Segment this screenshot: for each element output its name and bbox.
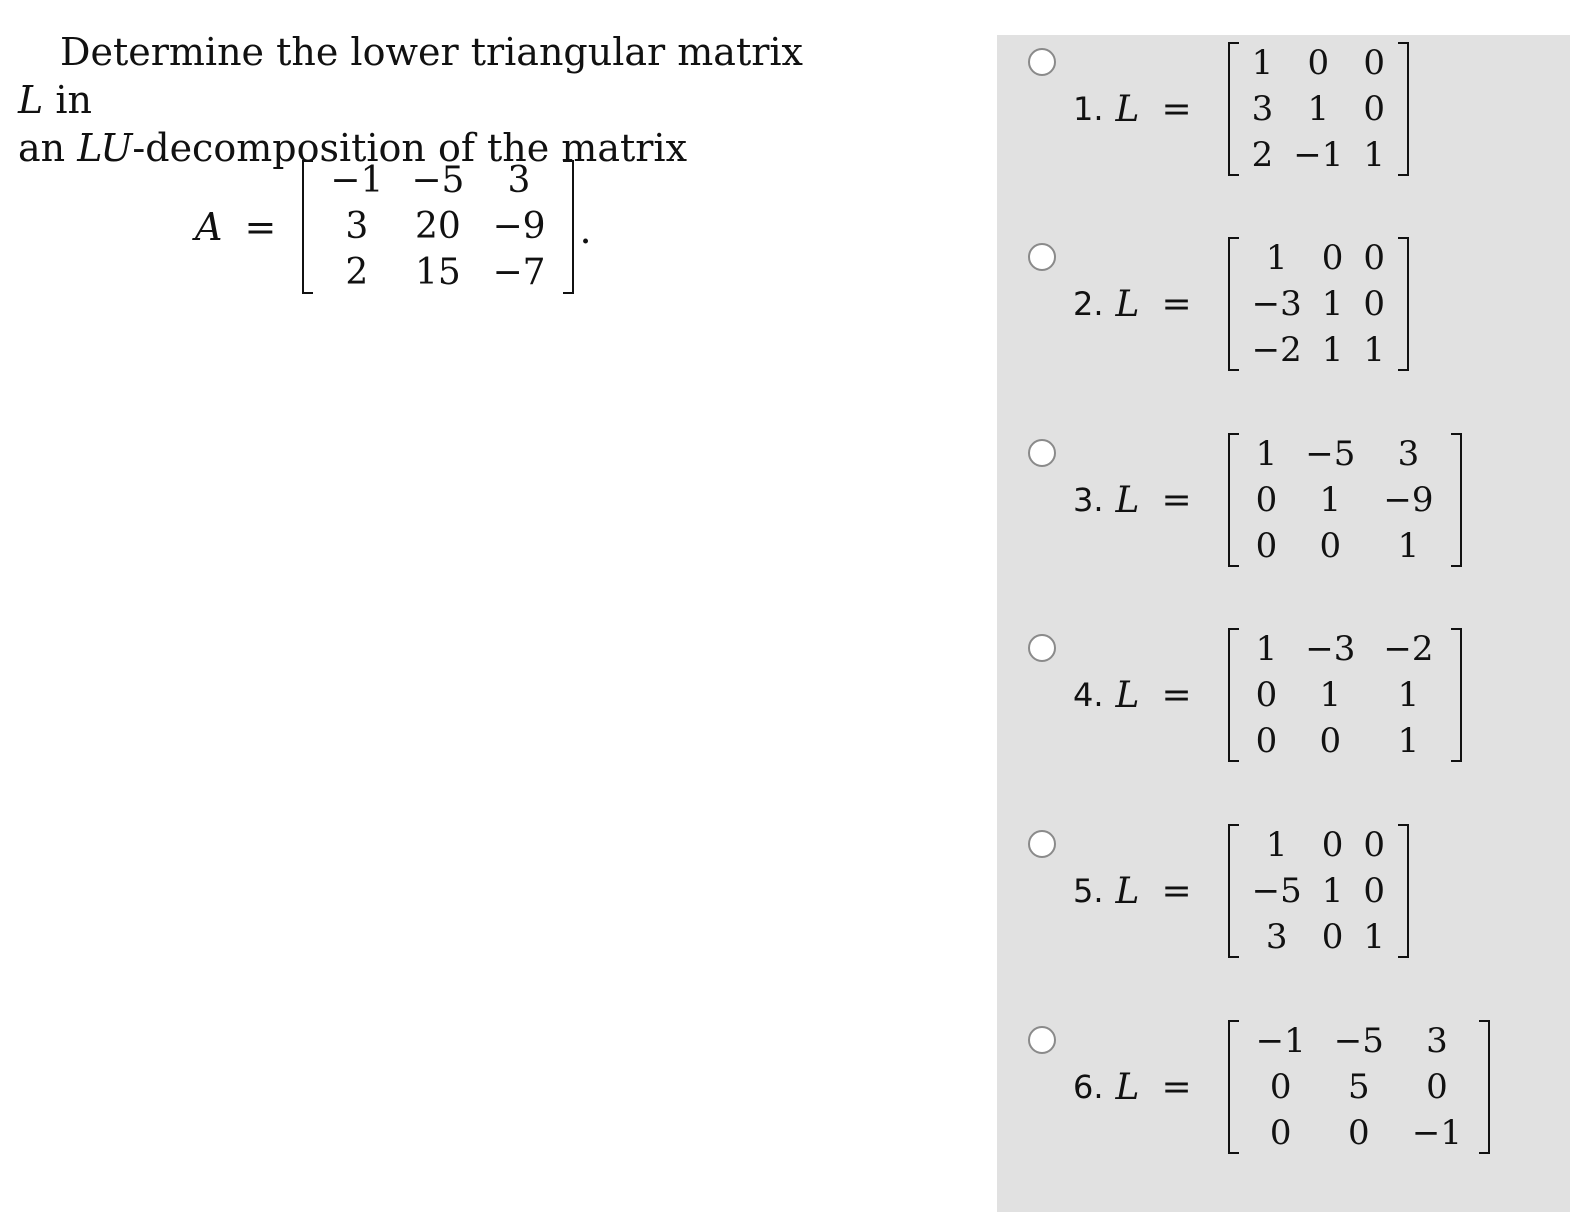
matrix-cell: 0 xyxy=(1363,825,1386,865)
question-text xyxy=(18,28,818,172)
option-number: 3. xyxy=(1073,481,1104,519)
matrix-a-cell: 3 xyxy=(507,160,531,201)
equals-sign: = xyxy=(1161,1066,1192,1108)
option-var: L xyxy=(1115,674,1140,716)
matrix-a-cell: 15 xyxy=(415,252,461,293)
matrix-a-equation xyxy=(195,158,592,296)
matrix-cell: 0 xyxy=(1321,825,1344,865)
equals-sign: = xyxy=(1161,870,1192,912)
matrix-cell: 3 xyxy=(1265,917,1288,957)
matrix-cell: −3 xyxy=(1305,629,1356,669)
matrix-cell: 1 xyxy=(1397,526,1420,566)
option-3-matrix xyxy=(1228,431,1462,569)
option-number: 1. xyxy=(1073,90,1104,128)
matrix-cell: 3 xyxy=(1426,1021,1448,1061)
option-number: 4. xyxy=(1073,676,1104,714)
matrix-cell: 3 xyxy=(1251,89,1274,129)
answer-options-panel xyxy=(997,35,1570,1212)
period: . xyxy=(579,208,592,252)
matrix-cell: 0 xyxy=(1269,1067,1292,1107)
matrix-cell: 1 xyxy=(1363,135,1386,175)
matrix-a-cell: −5 xyxy=(411,160,465,201)
option-var: L xyxy=(1115,479,1140,521)
option-4-matrix xyxy=(1228,626,1462,764)
matrix-cell: −5 xyxy=(1333,1021,1384,1061)
answer-option-3[interactable] xyxy=(997,431,1570,591)
matrix-cell: 1 xyxy=(1397,675,1420,715)
question-line-2: an LU-decomposition of the matrix xyxy=(18,126,688,170)
equals-sign: = xyxy=(1161,674,1192,716)
matrix-cell: 0 xyxy=(1363,43,1386,83)
option-5-equation xyxy=(1073,822,1409,960)
matrix-a-cell: −1 xyxy=(330,160,384,201)
option-6-matrix xyxy=(1228,1018,1490,1156)
matrix-a-cell: 3 xyxy=(345,206,369,247)
matrix-cell: −1 xyxy=(1411,1113,1462,1153)
option-2-matrix xyxy=(1228,235,1409,373)
matrix-cell: 5 xyxy=(1347,1067,1370,1107)
answer-option-4[interactable] xyxy=(997,626,1570,786)
option-var: L xyxy=(1115,283,1140,325)
radio-button-option-1[interactable] xyxy=(1028,48,1056,76)
option-2-equation xyxy=(1073,235,1409,373)
matrix-cell: 2 xyxy=(1251,135,1274,175)
matrix-cell: 0 xyxy=(1363,89,1386,129)
matrix-cell: −1 xyxy=(1255,1021,1306,1061)
matrix-cell: 1 xyxy=(1307,89,1330,129)
matrix-cell: 0 xyxy=(1363,284,1386,324)
matrix-a-cell: −9 xyxy=(492,206,546,247)
option-1-equation xyxy=(1073,40,1409,178)
matrix-cell: 1 xyxy=(1321,871,1344,911)
answer-option-5[interactable] xyxy=(997,822,1570,982)
matrix-cell: 0 xyxy=(1363,238,1386,278)
matrix-cell: 1 xyxy=(1255,629,1278,669)
answer-option-6[interactable] xyxy=(997,1018,1570,1178)
equals-sign: = xyxy=(1161,283,1192,325)
matrix-cell: −9 xyxy=(1383,480,1434,520)
option-4-equation xyxy=(1073,626,1462,764)
matrix-cell: 0 xyxy=(1307,43,1330,83)
equals-sign: = xyxy=(1161,88,1192,130)
matrix-cell: −1 xyxy=(1293,135,1344,175)
matrix-cell: 0 xyxy=(1319,526,1342,566)
matrix-a-cell: 20 xyxy=(415,206,461,247)
option-number: 2. xyxy=(1073,285,1104,323)
answer-option-2[interactable] xyxy=(997,235,1570,395)
radio-button-option-3[interactable] xyxy=(1028,439,1056,467)
option-number: 6. xyxy=(1073,1068,1104,1106)
matrix-cell: 0 xyxy=(1426,1067,1448,1107)
option-5-matrix xyxy=(1228,822,1409,960)
matrix-cell: −3 xyxy=(1251,284,1302,324)
option-3-equation xyxy=(1073,431,1462,569)
matrix-cell: 3 xyxy=(1397,434,1420,474)
option-var: L xyxy=(1115,870,1140,912)
matrix-a-name: A xyxy=(195,205,223,249)
radio-button-option-4[interactable] xyxy=(1028,634,1056,662)
matrix-a-cell: 2 xyxy=(345,252,369,293)
matrix-cell: −5 xyxy=(1305,434,1356,474)
matrix-cell: 0 xyxy=(1347,1113,1370,1153)
matrix-cell: 0 xyxy=(1363,871,1386,911)
matrix-cell: 1 xyxy=(1255,434,1278,474)
option-6-equation xyxy=(1073,1018,1490,1156)
matrix-cell: 0 xyxy=(1321,917,1344,957)
option-var: L xyxy=(1115,1066,1140,1108)
matrix-cell: 1 xyxy=(1319,480,1342,520)
matrix-cell: 1 xyxy=(1397,721,1420,761)
matrix-a xyxy=(302,158,573,296)
matrix-a-cell: −7 xyxy=(492,252,546,293)
radio-button-option-2[interactable] xyxy=(1028,243,1056,271)
matrix-cell: 1 xyxy=(1321,330,1344,370)
matrix-cell: 1 xyxy=(1319,675,1342,715)
matrix-cell: 0 xyxy=(1321,238,1344,278)
matrix-cell: 1 xyxy=(1251,43,1274,83)
matrix-cell: 1 xyxy=(1363,917,1386,957)
matrix-cell: 1 xyxy=(1265,238,1288,278)
matrix-cell: −5 xyxy=(1251,871,1302,911)
option-number: 5. xyxy=(1073,872,1104,910)
matrix-cell: 0 xyxy=(1255,480,1278,520)
option-1-matrix xyxy=(1228,40,1409,178)
radio-button-option-6[interactable] xyxy=(1028,1026,1056,1054)
matrix-cell: −2 xyxy=(1383,629,1434,669)
matrix-cell: −2 xyxy=(1251,330,1302,370)
matrix-cell: 1 xyxy=(1265,825,1288,865)
matrix-cell: 0 xyxy=(1255,721,1278,761)
matrix-cell: 0 xyxy=(1255,526,1278,566)
matrix-cell: 1 xyxy=(1321,284,1344,324)
matrix-cell: 1 xyxy=(1363,330,1386,370)
equals-sign: = xyxy=(244,205,277,249)
option-var: L xyxy=(1115,88,1140,130)
matrix-cell: 0 xyxy=(1255,675,1278,715)
question-line-1: Determine the lower triangular matrix L in xyxy=(18,30,803,122)
matrix-cell: 0 xyxy=(1319,721,1342,761)
matrix-cell: 0 xyxy=(1269,1113,1292,1153)
radio-button-option-5[interactable] xyxy=(1028,830,1056,858)
answer-option-1[interactable] xyxy=(997,40,1570,200)
equals-sign: = xyxy=(1161,479,1192,521)
